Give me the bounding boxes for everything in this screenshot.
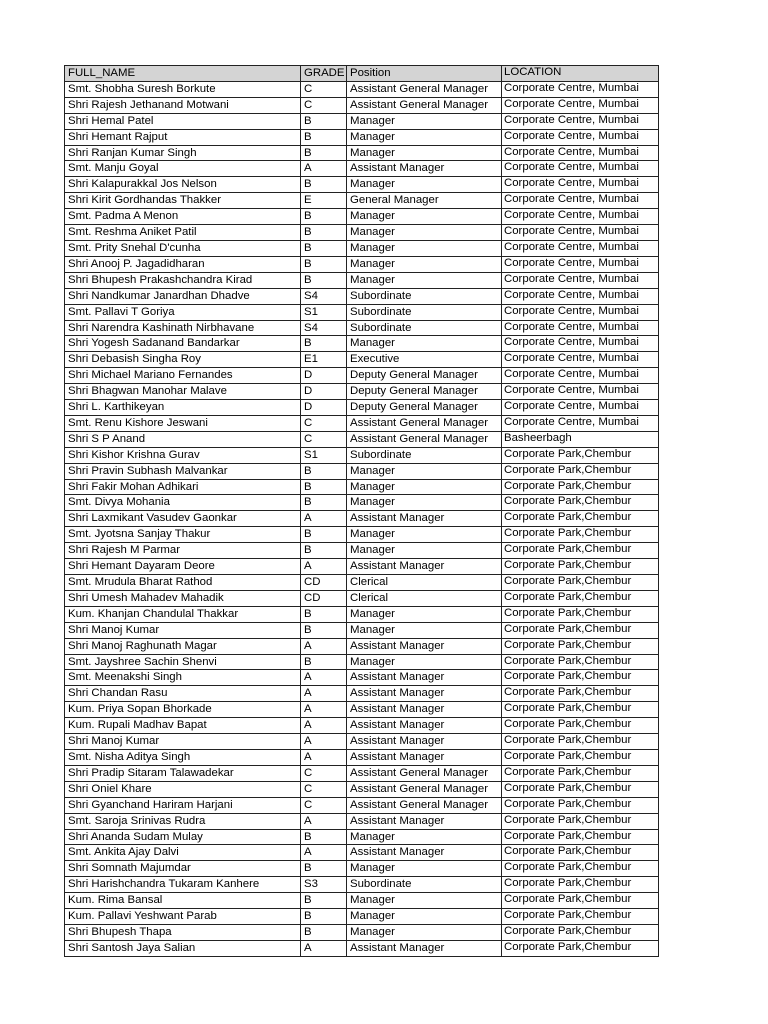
cell-full-name: Shri Kalapurakkal Jos Nelson: [65, 177, 301, 193]
cell-location: Corporate Centre, Mumbai: [502, 320, 659, 336]
table-row: [65, 400, 659, 416]
cell-position: Manager: [347, 272, 502, 288]
cell-position: Assistant General Manager: [347, 415, 502, 431]
cell-position: Manager: [347, 225, 502, 241]
cell-position: Assistant General Manager: [347, 781, 502, 797]
cell-grade: B: [301, 336, 347, 352]
cell-grade: E1: [301, 352, 347, 368]
cell-position: Manager: [347, 893, 502, 909]
table-row: [65, 829, 659, 845]
table-row: [65, 559, 659, 575]
cell-position: Executive: [347, 352, 502, 368]
table-row: [65, 813, 659, 829]
cell-position: Manager: [347, 145, 502, 161]
table-row: [65, 479, 659, 495]
cell-grade: B: [301, 606, 347, 622]
cell-grade: B: [301, 527, 347, 543]
cell-full-name: Shri Hemant Dayaram Deore: [65, 559, 301, 575]
cell-location: Corporate Park,Chembur: [502, 638, 659, 654]
cell-full-name: Kum. Rupali Madhav Bapat: [65, 718, 301, 734]
cell-full-name: Smt. Saroja Srinivas Rudra: [65, 813, 301, 829]
cell-grade: B: [301, 479, 347, 495]
cell-location: Corporate Centre, Mumbai: [502, 177, 659, 193]
cell-full-name: Smt. Manju Goyal: [65, 161, 301, 177]
cell-location: Corporate Centre, Mumbai: [502, 272, 659, 288]
cell-grade: S4: [301, 320, 347, 336]
cell-position: Deputy General Manager: [347, 384, 502, 400]
table-row: [65, 320, 659, 336]
table-row: [65, 81, 659, 97]
cell-grade: B: [301, 622, 347, 638]
cell-grade: B: [301, 145, 347, 161]
cell-grade: A: [301, 718, 347, 734]
cell-grade: B: [301, 177, 347, 193]
cell-grade: E: [301, 193, 347, 209]
cell-full-name: Smt. Ankita Ajay Dalvi: [65, 845, 301, 861]
cell-location: Corporate Park,Chembur: [502, 527, 659, 543]
cell-location: Corporate Park,Chembur: [502, 590, 659, 606]
cell-location: Basheerbagh: [502, 431, 659, 447]
cell-full-name: Smt. Pallavi T Goriya: [65, 304, 301, 320]
cell-full-name: Smt. Jyotsna Sanjay Thakur: [65, 527, 301, 543]
cell-location: Corporate Park,Chembur: [502, 654, 659, 670]
table-row: [65, 113, 659, 129]
cell-full-name: Shri L. Karthikeyan: [65, 400, 301, 416]
cell-grade: A: [301, 686, 347, 702]
cell-position: General Manager: [347, 193, 502, 209]
cell-grade: B: [301, 893, 347, 909]
cell-full-name: Shri Manoj Kumar: [65, 622, 301, 638]
table-row: [65, 606, 659, 622]
cell-position: Assistant Manager: [347, 161, 502, 177]
table-row: [65, 384, 659, 400]
cell-grade: B: [301, 829, 347, 845]
employee-table-body: [65, 66, 659, 957]
table-row: [65, 352, 659, 368]
table-row: [65, 909, 659, 925]
cell-full-name: Shri Somnath Majumdar: [65, 861, 301, 877]
cell-full-name: Kum. Rima Bansal: [65, 893, 301, 909]
cell-position: Deputy General Manager: [347, 400, 502, 416]
cell-position: Manager: [347, 113, 502, 129]
cell-full-name: Smt. Renu Kishore Jeswani: [65, 415, 301, 431]
cell-full-name: Shri Kishor Krishna Gurav: [65, 447, 301, 463]
cell-location: Corporate Centre, Mumbai: [502, 368, 659, 384]
cell-full-name: Shri Harishchandra Tukaram Kanhere: [65, 877, 301, 893]
table-row: [65, 527, 659, 543]
cell-grade: B: [301, 240, 347, 256]
cell-grade: S1: [301, 447, 347, 463]
cell-position: Manager: [347, 177, 502, 193]
cell-position: Manager: [347, 909, 502, 925]
cell-location: Corporate Park,Chembur: [502, 940, 659, 956]
table-row: [65, 749, 659, 765]
employee-table: [64, 65, 659, 957]
header-row: [65, 66, 659, 82]
cell-grade: D: [301, 384, 347, 400]
cell-full-name: Kum. Pallavi Yeshwant Parab: [65, 909, 301, 925]
table-row: [65, 256, 659, 272]
table-row: [65, 686, 659, 702]
cell-grade: A: [301, 559, 347, 575]
cell-location: Corporate Park,Chembur: [502, 734, 659, 750]
table-row: [65, 893, 659, 909]
cell-location: Corporate Park,Chembur: [502, 559, 659, 575]
cell-full-name: Smt. Jayshree Sachin Shenvi: [65, 654, 301, 670]
cell-position: Deputy General Manager: [347, 368, 502, 384]
cell-full-name: Shri Anooj P. Jagadidharan: [65, 256, 301, 272]
cell-position: Assistant Manager: [347, 749, 502, 765]
cell-grade: S3: [301, 877, 347, 893]
cell-position: Manager: [347, 606, 502, 622]
cell-position: Manager: [347, 463, 502, 479]
cell-position: Assistant Manager: [347, 638, 502, 654]
header-full-name: FULL_NAME: [65, 66, 301, 82]
cell-grade: C: [301, 97, 347, 113]
cell-full-name: Shri S P Anand: [65, 431, 301, 447]
cell-grade: S1: [301, 304, 347, 320]
table-row: [65, 734, 659, 750]
cell-grade: C: [301, 415, 347, 431]
header-location: LOCATION: [502, 66, 659, 82]
cell-grade: CD: [301, 575, 347, 591]
cell-location: Corporate Park,Chembur: [502, 670, 659, 686]
cell-grade: B: [301, 256, 347, 272]
table-row: [65, 670, 659, 686]
cell-position: Clerical: [347, 575, 502, 591]
cell-grade: A: [301, 940, 347, 956]
cell-location: Corporate Park,Chembur: [502, 924, 659, 940]
cell-full-name: Smt. Reshma Aniket Patil: [65, 225, 301, 241]
cell-location: Corporate Centre, Mumbai: [502, 352, 659, 368]
cell-full-name: Smt. Shobha Suresh Borkute: [65, 81, 301, 97]
cell-full-name: Shri Bhupesh Prakashchandra Kirad: [65, 272, 301, 288]
cell-location: Corporate Park,Chembur: [502, 797, 659, 813]
cell-full-name: Shri Manoj Raghunath Magar: [65, 638, 301, 654]
cell-location: Corporate Park,Chembur: [502, 861, 659, 877]
cell-location: Corporate Park,Chembur: [502, 622, 659, 638]
cell-location: Corporate Park,Chembur: [502, 893, 659, 909]
cell-full-name: Smt. Divya Mohania: [65, 495, 301, 511]
cell-position: Assistant Manager: [347, 813, 502, 829]
cell-position: Manager: [347, 622, 502, 638]
cell-grade: A: [301, 845, 347, 861]
cell-location: Corporate Park,Chembur: [502, 877, 659, 893]
cell-grade: B: [301, 463, 347, 479]
cell-full-name: Shri Manoj Kumar: [65, 734, 301, 750]
table-row: [65, 638, 659, 654]
cell-position: Manager: [347, 495, 502, 511]
cell-grade: C: [301, 431, 347, 447]
cell-position: Assistant General Manager: [347, 431, 502, 447]
cell-location: Corporate Park,Chembur: [502, 781, 659, 797]
cell-location: Corporate Centre, Mumbai: [502, 256, 659, 272]
cell-location: Corporate Park,Chembur: [502, 829, 659, 845]
cell-grade: S4: [301, 288, 347, 304]
table-row: [65, 304, 659, 320]
cell-location: Corporate Park,Chembur: [502, 765, 659, 781]
cell-full-name: Smt. Nisha Aditya Singh: [65, 749, 301, 765]
table-row: [65, 495, 659, 511]
table-row: [65, 240, 659, 256]
cell-grade: CD: [301, 590, 347, 606]
cell-full-name: Shri Nandkumar Janardhan Dhadve: [65, 288, 301, 304]
cell-position: Manager: [347, 654, 502, 670]
cell-grade: B: [301, 543, 347, 559]
cell-location: Corporate Centre, Mumbai: [502, 400, 659, 416]
cell-grade: A: [301, 813, 347, 829]
cell-full-name: Kum. Khanjan Chandulal Thakkar: [65, 606, 301, 622]
cell-position: Manager: [347, 861, 502, 877]
cell-location: Corporate Park,Chembur: [502, 511, 659, 527]
cell-grade: A: [301, 702, 347, 718]
cell-position: Subordinate: [347, 304, 502, 320]
table-row: [65, 415, 659, 431]
cell-grade: B: [301, 654, 347, 670]
cell-position: Manager: [347, 209, 502, 225]
cell-location: Corporate Centre, Mumbai: [502, 415, 659, 431]
cell-location: Corporate Centre, Mumbai: [502, 97, 659, 113]
table-row: [65, 209, 659, 225]
cell-position: Assistant General Manager: [347, 797, 502, 813]
cell-full-name: Shri Bhupesh Thapa: [65, 924, 301, 940]
cell-location: Corporate Park,Chembur: [502, 702, 659, 718]
cell-location: Corporate Park,Chembur: [502, 447, 659, 463]
cell-full-name: Shri Hemal Patel: [65, 113, 301, 129]
cell-grade: C: [301, 781, 347, 797]
cell-grade: A: [301, 734, 347, 750]
cell-grade: B: [301, 129, 347, 145]
cell-position: Manager: [347, 336, 502, 352]
cell-position: Subordinate: [347, 877, 502, 893]
header-position: Position: [347, 66, 502, 82]
cell-full-name: Shri Gyanchand Hariram Harjani: [65, 797, 301, 813]
cell-position: Manager: [347, 129, 502, 145]
cell-full-name: Shri Oniel Khare: [65, 781, 301, 797]
table-row: [65, 145, 659, 161]
table-row: [65, 797, 659, 813]
cell-location: Corporate Centre, Mumbai: [502, 113, 659, 129]
cell-full-name: Shri Rajesh Jethanand Motwani: [65, 97, 301, 113]
cell-grade: A: [301, 511, 347, 527]
table-row: [65, 225, 659, 241]
cell-location: Corporate Centre, Mumbai: [502, 129, 659, 145]
cell-location: Corporate Park,Chembur: [502, 749, 659, 765]
table-row: [65, 845, 659, 861]
cell-position: Subordinate: [347, 320, 502, 336]
cell-full-name: Shri Chandan Rasu: [65, 686, 301, 702]
cell-position: Assistant Manager: [347, 940, 502, 956]
cell-grade: A: [301, 749, 347, 765]
table-row: [65, 718, 659, 734]
table-row: [65, 431, 659, 447]
cell-location: Corporate Park,Chembur: [502, 718, 659, 734]
cell-grade: B: [301, 861, 347, 877]
table-row: [65, 622, 659, 638]
table-row: [65, 924, 659, 940]
table-row: [65, 765, 659, 781]
cell-position: Manager: [347, 256, 502, 272]
table-row: [65, 129, 659, 145]
cell-position: Manager: [347, 924, 502, 940]
cell-position: Assistant Manager: [347, 670, 502, 686]
cell-full-name: Shri Rajesh M Parmar: [65, 543, 301, 559]
cell-full-name: Smt. Mrudula Bharat Rathod: [65, 575, 301, 591]
cell-full-name: Shri Ranjan Kumar Singh: [65, 145, 301, 161]
table-row: [65, 447, 659, 463]
cell-position: Subordinate: [347, 447, 502, 463]
cell-location: Corporate Park,Chembur: [502, 463, 659, 479]
cell-position: Manager: [347, 527, 502, 543]
cell-location: Corporate Park,Chembur: [502, 479, 659, 495]
cell-position: Assistant Manager: [347, 718, 502, 734]
cell-location: Corporate Centre, Mumbai: [502, 81, 659, 97]
cell-location: Corporate Park,Chembur: [502, 543, 659, 559]
table-row: [65, 861, 659, 877]
cell-full-name: Kum. Priya Sopan Bhorkade: [65, 702, 301, 718]
cell-grade: A: [301, 638, 347, 654]
table-row: [65, 781, 659, 797]
table-row: [65, 702, 659, 718]
table-row: [65, 590, 659, 606]
cell-location: Corporate Centre, Mumbai: [502, 384, 659, 400]
cell-position: Assistant General Manager: [347, 97, 502, 113]
cell-location: Corporate Park,Chembur: [502, 813, 659, 829]
cell-location: Corporate Park,Chembur: [502, 575, 659, 591]
cell-grade: C: [301, 797, 347, 813]
cell-full-name: Shri Debasish Singha Roy: [65, 352, 301, 368]
cell-grade: B: [301, 209, 347, 225]
cell-position: Assistant Manager: [347, 559, 502, 575]
cell-grade: B: [301, 924, 347, 940]
table-row: [65, 575, 659, 591]
cell-position: Assistant Manager: [347, 702, 502, 718]
cell-full-name: Shri Fakir Mohan Adhikari: [65, 479, 301, 495]
cell-position: Assistant Manager: [347, 845, 502, 861]
table-row: [65, 511, 659, 527]
cell-position: Clerical: [347, 590, 502, 606]
cell-location: Corporate Park,Chembur: [502, 909, 659, 925]
table-row: [65, 368, 659, 384]
cell-full-name: Smt. Prity Snehal D'cunha: [65, 240, 301, 256]
table-row: [65, 877, 659, 893]
cell-full-name: Shri Hemant Rajput: [65, 129, 301, 145]
cell-grade: B: [301, 495, 347, 511]
cell-full-name: Shri Umesh Mahadev Mahadik: [65, 590, 301, 606]
cell-grade: B: [301, 909, 347, 925]
table-row: [65, 654, 659, 670]
cell-location: Corporate Centre, Mumbai: [502, 209, 659, 225]
cell-full-name: Shri Pradip Sitaram Talawadekar: [65, 765, 301, 781]
cell-full-name: Shri Yogesh Sadanand Bandarkar: [65, 336, 301, 352]
cell-full-name: Shri Kirit Gordhandas Thakker: [65, 193, 301, 209]
table-row: [65, 177, 659, 193]
cell-grade: B: [301, 272, 347, 288]
cell-position: Manager: [347, 240, 502, 256]
cell-full-name: Shri Ananda Sudam Mulay: [65, 829, 301, 845]
cell-location: Corporate Park,Chembur: [502, 686, 659, 702]
table-row: [65, 272, 659, 288]
cell-location: Corporate Park,Chembur: [502, 495, 659, 511]
table-row: [65, 336, 659, 352]
cell-location: Corporate Centre, Mumbai: [502, 240, 659, 256]
table-row: [65, 940, 659, 956]
cell-grade: D: [301, 400, 347, 416]
cell-grade: A: [301, 670, 347, 686]
cell-full-name: Shri Narendra Kashinath Nirbhavane: [65, 320, 301, 336]
cell-position: Assistant Manager: [347, 511, 502, 527]
cell-full-name: Shri Pravin Subhash Malvankar: [65, 463, 301, 479]
cell-grade: D: [301, 368, 347, 384]
table-row: [65, 97, 659, 113]
cell-position: Manager: [347, 479, 502, 495]
cell-full-name: Shri Bhagwan Manohar Malave: [65, 384, 301, 400]
cell-location: Corporate Centre, Mumbai: [502, 288, 659, 304]
cell-location: Corporate Centre, Mumbai: [502, 336, 659, 352]
cell-position: Manager: [347, 543, 502, 559]
cell-grade: A: [301, 161, 347, 177]
cell-grade: C: [301, 81, 347, 97]
table-row: [65, 288, 659, 304]
cell-location: Corporate Park,Chembur: [502, 606, 659, 622]
cell-full-name: Smt. Padma A Menon: [65, 209, 301, 225]
cell-position: Subordinate: [347, 288, 502, 304]
cell-location: Corporate Centre, Mumbai: [502, 304, 659, 320]
cell-position: Assistant Manager: [347, 734, 502, 750]
table-row: [65, 161, 659, 177]
cell-grade: B: [301, 225, 347, 241]
header-grade: GRADE: [301, 66, 347, 82]
cell-location: Corporate Park,Chembur: [502, 845, 659, 861]
cell-location: Corporate Centre, Mumbai: [502, 161, 659, 177]
table-row: [65, 463, 659, 479]
cell-position: Assistant General Manager: [347, 765, 502, 781]
cell-full-name: Shri Laxmikant Vasudev Gaonkar: [65, 511, 301, 527]
table-row: [65, 543, 659, 559]
cell-full-name: Smt. Meenakshi Singh: [65, 670, 301, 686]
cell-position: Assistant Manager: [347, 686, 502, 702]
cell-grade: B: [301, 113, 347, 129]
cell-location: Corporate Centre, Mumbai: [502, 193, 659, 209]
cell-position: Manager: [347, 829, 502, 845]
cell-location: Corporate Centre, Mumbai: [502, 145, 659, 161]
cell-full-name: Shri Michael Mariano Fernandes: [65, 368, 301, 384]
cell-grade: C: [301, 765, 347, 781]
table-row: [65, 193, 659, 209]
cell-position: Assistant General Manager: [347, 81, 502, 97]
cell-location: Corporate Centre, Mumbai: [502, 225, 659, 241]
cell-full-name: Shri Santosh Jaya Salian: [65, 940, 301, 956]
